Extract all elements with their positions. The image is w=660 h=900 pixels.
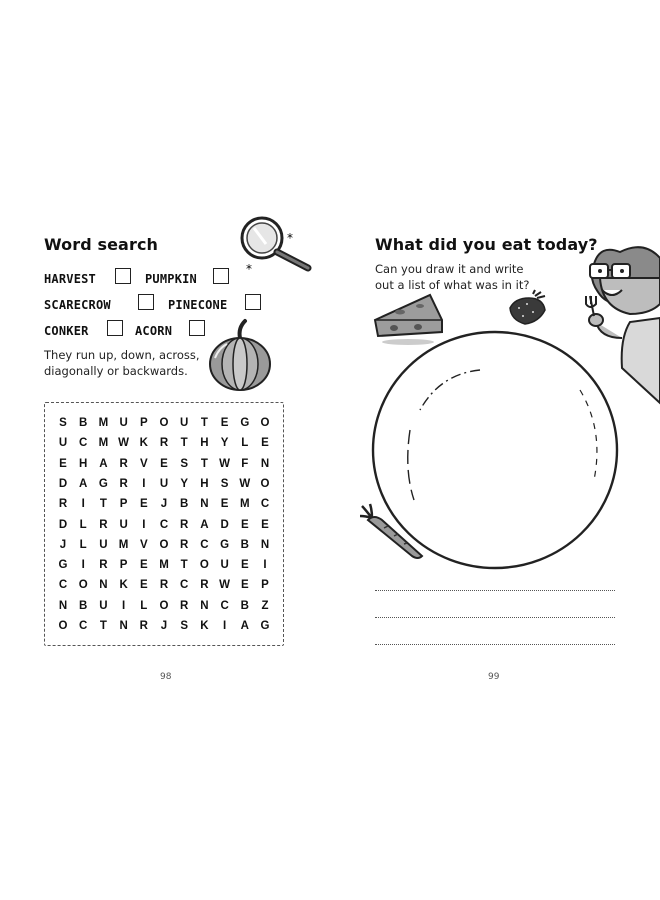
grid-cell-r0-c2[interactable]: M bbox=[98, 417, 109, 429]
grid-cell-r7-c2[interactable]: R bbox=[99, 559, 108, 572]
grid-cell-r4-c9[interactable]: M bbox=[240, 498, 250, 511]
grid-cell-r8-c2[interactable]: N bbox=[99, 579, 108, 592]
grid-cell-r8-c1[interactable]: O bbox=[78, 579, 88, 592]
grid-cell-r10-c9[interactable]: A bbox=[240, 620, 249, 632]
grid-cell-r5-c3[interactable]: U bbox=[119, 518, 128, 531]
grid-cell-r9-c8[interactable]: C bbox=[220, 599, 229, 612]
grid-cell-r4-c1[interactable]: I bbox=[81, 498, 85, 511]
grid-cell-r5-c0[interactable]: D bbox=[58, 518, 68, 531]
grid-cell-r6-c0[interactable]: J bbox=[59, 538, 67, 551]
grid-cell-r1-c4[interactable]: K bbox=[139, 437, 148, 450]
grid-cell-r5-c2[interactable]: R bbox=[99, 518, 108, 531]
grid-cell-r9-c5[interactable]: O bbox=[159, 599, 169, 612]
grid-cell-r8-c9[interactable]: E bbox=[240, 579, 249, 592]
grid-cell-r4-c4[interactable]: E bbox=[139, 498, 148, 511]
grid-cell-r6-c10[interactable]: N bbox=[260, 538, 270, 551]
checkbox-pumpkin[interactable] bbox=[213, 268, 229, 284]
grid-cell-r7-c3[interactable]: P bbox=[119, 559, 128, 572]
grid-cell-r6-c9[interactable]: B bbox=[240, 538, 249, 551]
grid-cell-r4-c8[interactable]: E bbox=[220, 498, 229, 511]
grid-cell-r5-c4[interactable]: I bbox=[142, 518, 146, 531]
svg-text:*: * bbox=[246, 262, 252, 276]
grid-cell-r2-c5[interactable]: E bbox=[160, 457, 168, 470]
grid-cell-r6-c6[interactable]: R bbox=[180, 538, 189, 551]
checkbox-acorn[interactable] bbox=[189, 320, 205, 336]
grid-cell-r2-c0[interactable]: E bbox=[59, 457, 67, 470]
grid-cell-r10-c6[interactable]: S bbox=[180, 620, 189, 632]
grid-cell-r0-c7[interactable]: T bbox=[200, 417, 208, 429]
grid-cell-r8-c6[interactable]: C bbox=[180, 579, 189, 592]
grid-cell-r8-c3[interactable]: K bbox=[119, 579, 128, 592]
grid-cell-r10-c8[interactable]: I bbox=[222, 620, 227, 632]
grid-cell-r0-c9[interactable]: G bbox=[240, 417, 250, 429]
instructions-line-1: They run up, down, across, bbox=[44, 348, 200, 362]
grid-cell-r0-c3[interactable]: U bbox=[119, 417, 128, 429]
grid-cell-r5-c10[interactable]: E bbox=[261, 518, 269, 531]
grid-cell-r6-c3[interactable]: M bbox=[118, 538, 129, 551]
grid-cell-r1-c2[interactable]: M bbox=[98, 437, 109, 450]
grid-cell-r3-c7[interactable]: H bbox=[200, 477, 209, 490]
word-pinecone: PINECONE bbox=[168, 298, 228, 312]
grid-cell-r0-c8[interactable]: E bbox=[220, 417, 229, 429]
grid-cell-r2-c2[interactable]: A bbox=[99, 457, 108, 470]
grid-cell-r2-c7[interactable]: T bbox=[200, 457, 208, 470]
word-search-grid bbox=[44, 402, 284, 646]
grid-cell-r5-c8[interactable]: D bbox=[220, 518, 229, 531]
page-number-left: 98 bbox=[160, 672, 172, 682]
grid-cell-r9-c9[interactable]: B bbox=[240, 599, 249, 612]
grid-cell-r6-c2[interactable]: U bbox=[99, 538, 108, 551]
grid-cell-r10-c5[interactable]: J bbox=[160, 620, 168, 632]
grid-cell-r0-c10[interactable]: O bbox=[260, 417, 270, 429]
grid-cell-r8-c5[interactable]: R bbox=[159, 579, 169, 592]
word-harvest: HARVEST bbox=[44, 272, 96, 286]
writing-line-3[interactable] bbox=[375, 644, 615, 645]
grid-cell-r1-c8[interactable]: Y bbox=[220, 437, 229, 450]
word-acorn: ACORN bbox=[135, 324, 173, 338]
grid-cell-r0-c5[interactable]: O bbox=[159, 417, 169, 429]
checkbox-pinecone[interactable] bbox=[245, 294, 261, 310]
word-scarecrow: SCARECROW bbox=[44, 298, 111, 312]
grid-cell-r3-c2[interactable]: G bbox=[98, 477, 108, 490]
grid-cell-r1-c9[interactable]: L bbox=[241, 437, 249, 450]
grid-cell-r1-c1[interactable]: C bbox=[79, 437, 88, 450]
grid-cell-r2-c10[interactable]: N bbox=[260, 457, 270, 470]
grid-cell-r6-c7[interactable]: C bbox=[200, 538, 209, 551]
grid-cell-r4-c6[interactable]: B bbox=[180, 498, 189, 511]
grid-cell-r4-c0[interactable]: R bbox=[58, 498, 68, 511]
checkbox-harvest[interactable] bbox=[115, 268, 131, 284]
grid-cell-r6-c8[interactable]: G bbox=[220, 538, 230, 551]
grid-cell-r2-c9[interactable]: F bbox=[241, 457, 249, 470]
grid-cell-r9-c6[interactable]: R bbox=[180, 599, 189, 612]
grid-cell-r2-c3[interactable]: R bbox=[119, 457, 128, 470]
grid-cell-r9-c7[interactable]: N bbox=[200, 599, 209, 612]
grid-cell-r8-c0[interactable]: C bbox=[58, 579, 68, 592]
food-title: What did you eat today? bbox=[375, 235, 598, 254]
grid-cell-r2-c1[interactable]: H bbox=[79, 457, 88, 470]
grid-cell-r4-c5[interactable]: J bbox=[160, 498, 168, 511]
grid-cell-r9-c2[interactable]: U bbox=[99, 599, 108, 612]
grid-cell-r8-c4[interactable]: E bbox=[139, 579, 148, 592]
grid-cell-r5-c6[interactable]: R bbox=[180, 518, 189, 531]
food-instructions bbox=[375, 261, 529, 293]
grid-cell-r3-c5[interactable]: U bbox=[159, 477, 169, 490]
grid-cell-r5-c9[interactable]: E bbox=[240, 518, 249, 531]
food-instructions-line-2: out a list of what was in it? bbox=[375, 278, 530, 292]
grid-cell-r3-c4[interactable]: I bbox=[142, 477, 146, 490]
grid-cell-r7-c9[interactable]: E bbox=[240, 559, 249, 572]
instructions-line-2: diagonally or backwards. bbox=[44, 364, 188, 378]
grid-cell-r3-c10[interactable]: O bbox=[260, 477, 270, 490]
grid-cell-r2-c6[interactable]: S bbox=[180, 457, 189, 470]
grid-cell-r9-c3[interactable]: I bbox=[121, 599, 126, 612]
grid-cell-r10-c10[interactable]: G bbox=[260, 620, 270, 632]
grid-cell-r7-c0[interactable]: G bbox=[58, 559, 68, 572]
grid-cell-r5-c5[interactable]: C bbox=[159, 518, 169, 531]
grid-cell-r4-c2[interactable]: T bbox=[99, 498, 107, 511]
grid-cell-r10-c1[interactable]: C bbox=[79, 620, 88, 632]
grid-cell-r7-c8[interactable]: U bbox=[220, 559, 229, 572]
grid-cell-r0-c1[interactable]: B bbox=[79, 417, 88, 429]
grid-cell-r1-c3[interactable]: W bbox=[118, 437, 130, 450]
grid-cell-r2-c8[interactable]: W bbox=[219, 457, 231, 470]
instructions bbox=[44, 347, 200, 379]
grid-cell-r6-c4[interactable]: V bbox=[139, 538, 148, 551]
grid-cell-r7-c5[interactable]: M bbox=[159, 559, 169, 572]
checkbox-scarecrow[interactable] bbox=[138, 294, 154, 310]
word-pumpkin: PUMPKIN bbox=[145, 272, 197, 286]
writing-line-1[interactable] bbox=[375, 590, 615, 591]
grid-cell-r10-c7[interactable]: K bbox=[200, 620, 209, 632]
grid-cell-r4-c7[interactable]: N bbox=[200, 498, 209, 511]
checkbox-conker[interactable] bbox=[107, 320, 123, 336]
grid-cell-r3-c3[interactable]: R bbox=[119, 477, 128, 490]
grid-cell-r9-c10[interactable]: Z bbox=[261, 599, 269, 612]
grid-cell-r9-c0[interactable]: N bbox=[58, 599, 68, 612]
grid-cell-r9-c4[interactable]: L bbox=[140, 599, 148, 612]
grid-cell-r4-c10[interactable]: C bbox=[260, 498, 270, 511]
grid-cell-r1-c0[interactable]: U bbox=[58, 437, 68, 450]
grid-cell-r2-c4[interactable]: V bbox=[139, 457, 148, 470]
grid-cell-r8-c8[interactable]: W bbox=[219, 579, 231, 592]
grid-cell-r9-c1[interactable]: B bbox=[79, 599, 88, 612]
grid-cell-r3-c9[interactable]: W bbox=[239, 477, 251, 490]
grid-cell-r7-c10[interactable]: I bbox=[263, 559, 267, 572]
grid-cell-r0-c4[interactable]: P bbox=[139, 417, 148, 429]
page-number-right: 99 bbox=[488, 672, 500, 682]
grid-cell-r0-c6[interactable]: U bbox=[180, 417, 189, 429]
grid-cell-r1-c5[interactable]: R bbox=[159, 437, 169, 450]
grid-cell-r1-c10[interactable]: E bbox=[261, 437, 269, 450]
grid-cell-r1-c6[interactable]: T bbox=[180, 437, 188, 450]
grid-cell-r4-c3[interactable]: P bbox=[119, 498, 128, 511]
word-conker: CONKER bbox=[44, 324, 89, 338]
svg-text:*: * bbox=[287, 231, 293, 245]
grid-cell-r10-c3[interactable]: N bbox=[119, 620, 128, 632]
grid-cell-r3-c6[interactable]: Y bbox=[180, 477, 189, 490]
pumpkin-icon bbox=[205, 318, 275, 393]
grid-cell-r3-c1[interactable]: A bbox=[79, 477, 88, 490]
grid-cell-r5-c7[interactable]: A bbox=[200, 518, 209, 531]
grid-cell-r7-c4[interactable]: E bbox=[139, 559, 148, 572]
grid-cell-r7-c6[interactable]: T bbox=[180, 559, 188, 572]
strawberry-icon bbox=[505, 290, 550, 330]
grid-cell-r7-c7[interactable]: O bbox=[199, 559, 209, 572]
grid-cell-r7-c1[interactable]: I bbox=[81, 559, 85, 572]
grid-cell-r3-c8[interactable]: S bbox=[220, 477, 229, 490]
grid-cell-r6-c1[interactable]: L bbox=[79, 538, 87, 551]
food-instructions-line-1: Can you draw it and write bbox=[375, 262, 524, 276]
grid-cell-r3-c0[interactable]: D bbox=[58, 477, 68, 490]
magnifying-glass-icon bbox=[232, 212, 322, 282]
grid-cell-r10-c4[interactable]: R bbox=[139, 620, 148, 632]
grid-cell-r6-c5[interactable]: O bbox=[159, 538, 169, 551]
grid-cell-r8-c7[interactable]: R bbox=[200, 579, 209, 592]
carrot-icon bbox=[358, 502, 428, 562]
writing-line-2[interactable] bbox=[375, 617, 615, 618]
right-page bbox=[330, 0, 660, 900]
grid-cell-r5-c1[interactable]: L bbox=[79, 518, 87, 531]
word-search-title: Word search bbox=[44, 235, 159, 254]
grid-cell-r10-c2[interactable]: T bbox=[99, 620, 107, 632]
grid-cell-r1-c7[interactable]: H bbox=[200, 437, 209, 450]
grid-cell-r8-c10[interactable]: P bbox=[261, 579, 269, 592]
grid-cell-r10-c0[interactable]: O bbox=[58, 620, 68, 632]
grid-cell-r0-c0[interactable]: S bbox=[59, 417, 67, 429]
